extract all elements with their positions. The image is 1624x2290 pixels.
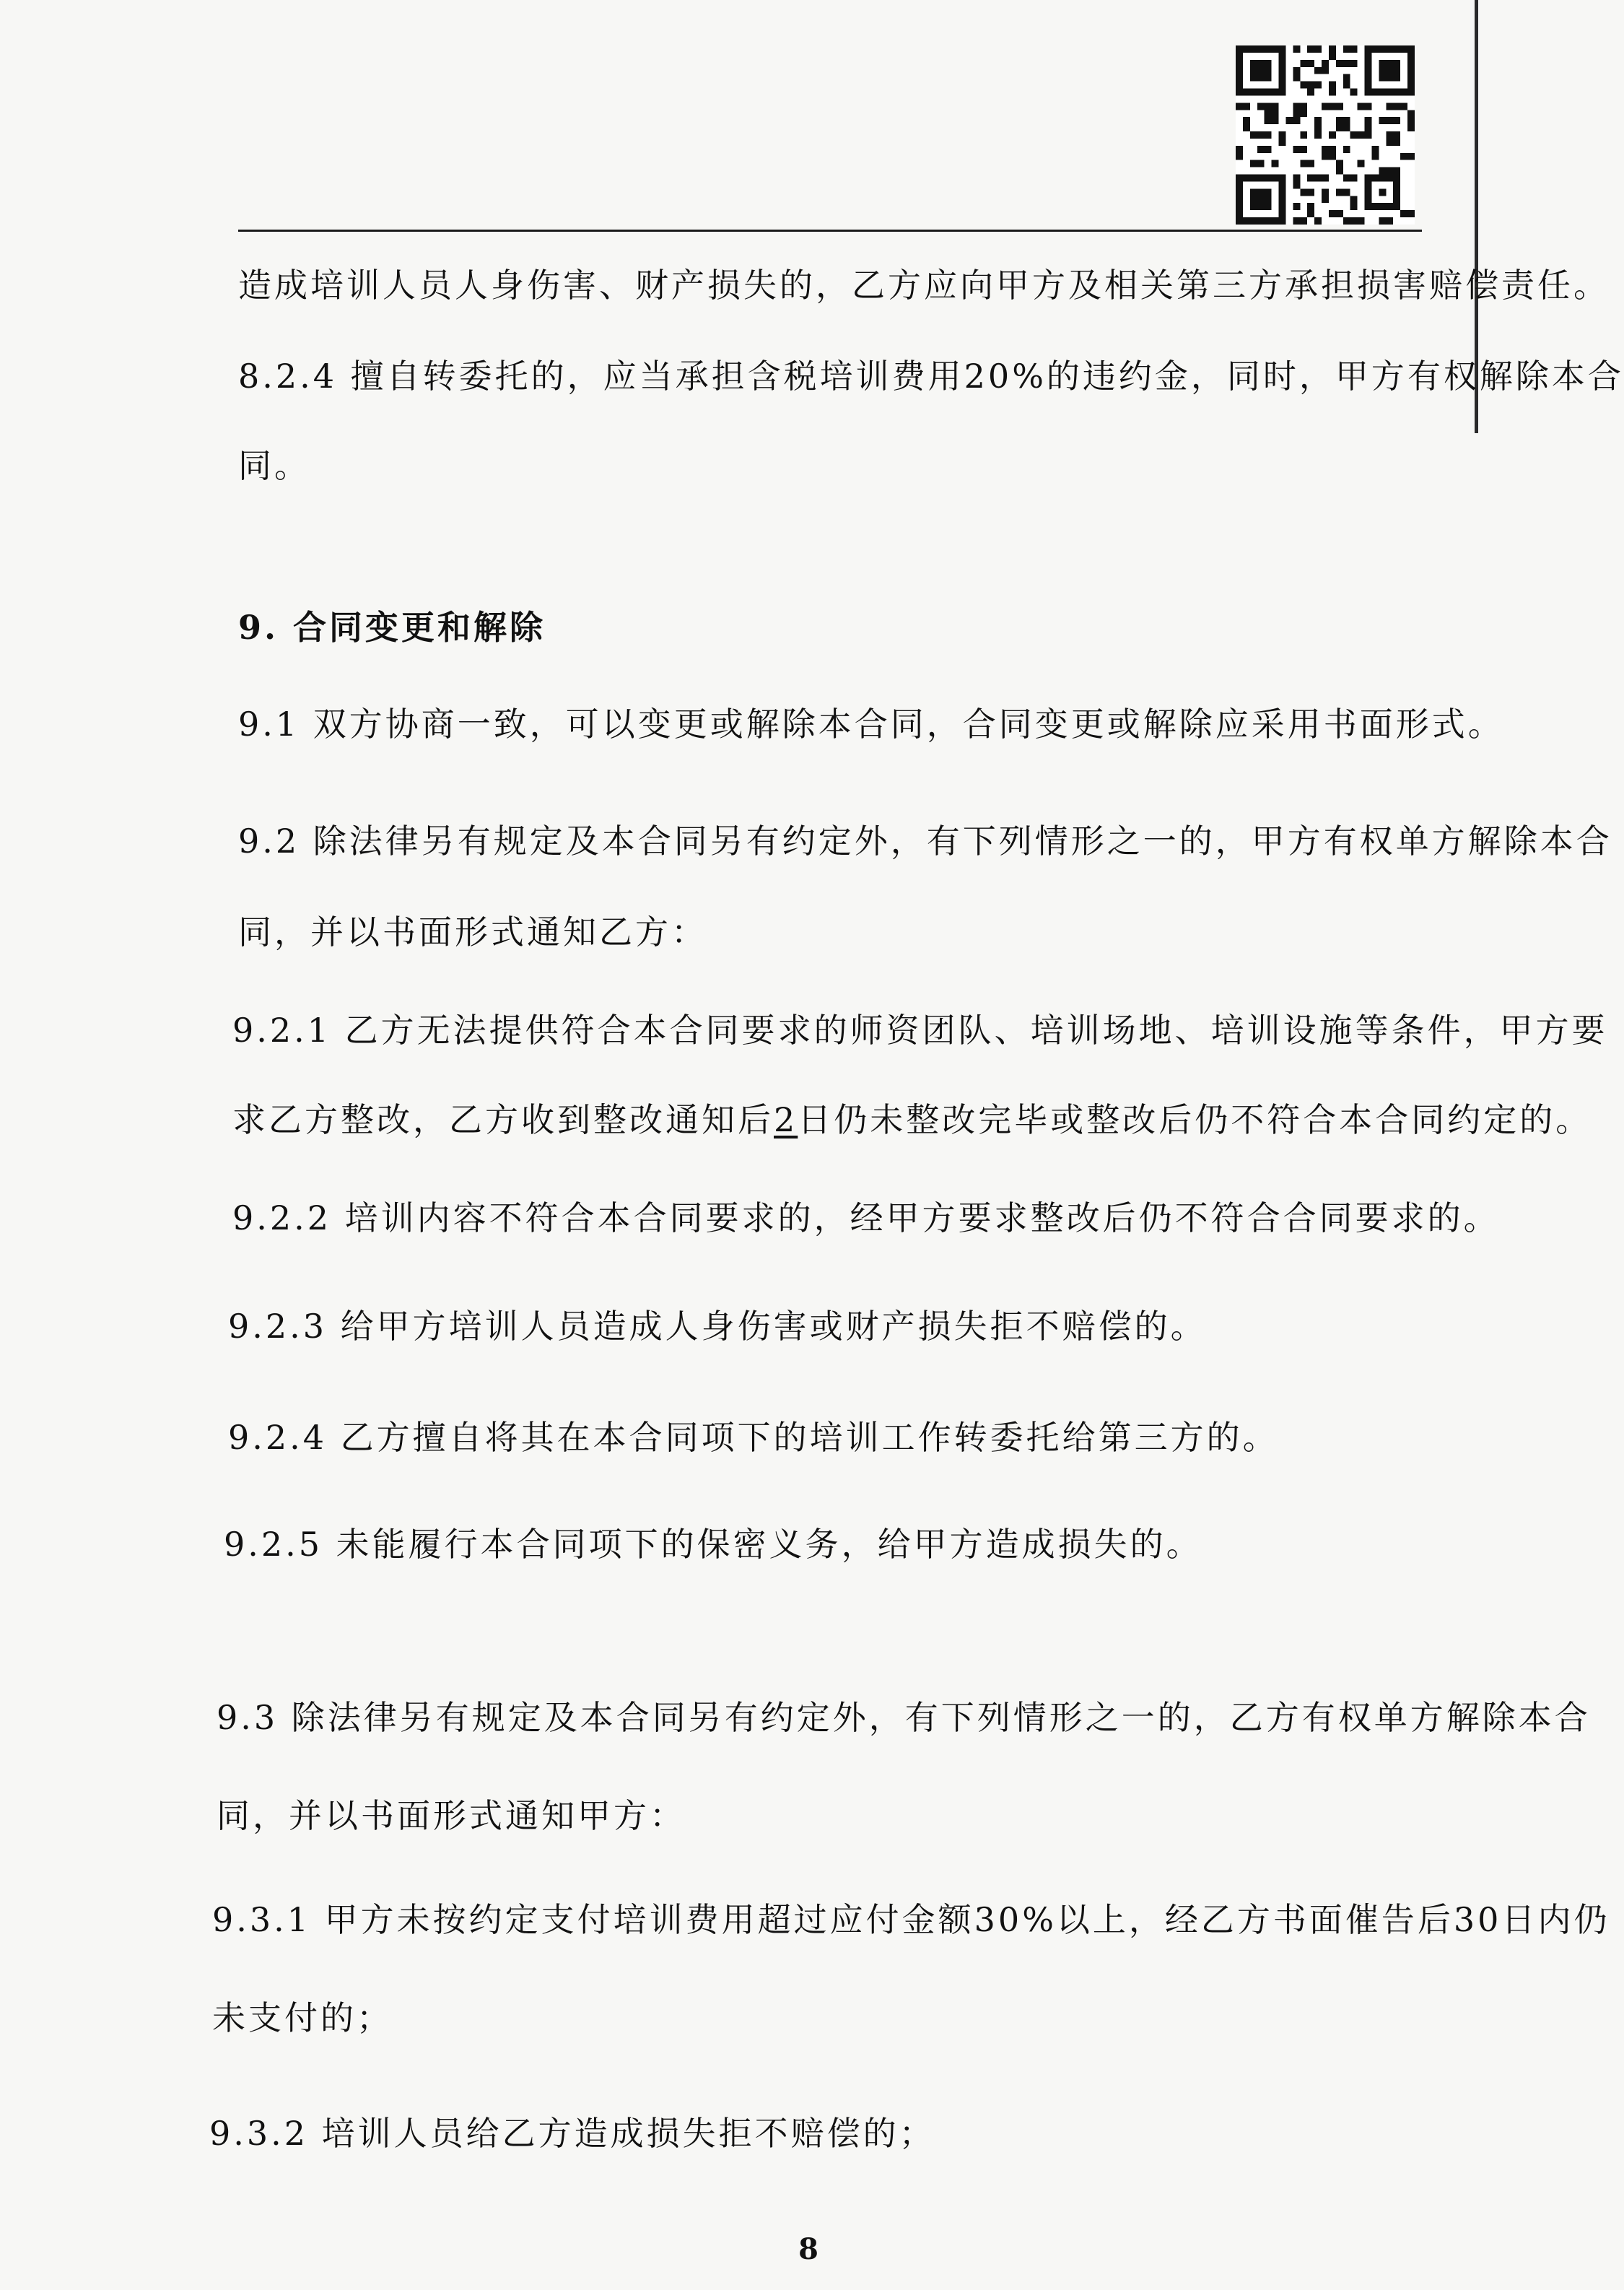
- clause-text-line: [232, 1100, 1592, 1139]
- clause-9-3-1: 9.3.1 甲方未按约定支付培训费用超过应付金额30%以上，经乙方书面催告后30日内仍: [212, 1900, 1610, 1939]
- clause-9-2-5: 9.2.5 未能履行本合同项下的保密义务，给甲方造成损失的。: [224, 1525, 1202, 1564]
- underlined-days-number: 2: [774, 1100, 798, 1139]
- clause-8-2-4: 8.2.4 擅自转委托的，应当承担含税培训费用20%的违约金，同时，甲方有权解除本合: [238, 357, 1624, 396]
- qr-code: [1236, 43, 1415, 227]
- clause-9-3: 9.3 除法律另有规定及本合同另有约定外，有下列情形之一的，乙方有权单方解除本合: [217, 1698, 1591, 1737]
- clause-text-segment: 日仍未整改完毕或整改后仍不符合本合同约定的。: [798, 1100, 1592, 1139]
- clause-9-2-1: 9.2.1 乙方无法提供符合本合同要求的师资团队、培训场地、培训设施等条件，甲方要: [232, 1011, 1608, 1050]
- clause-9-2-2: 9.2.2 培训内容不符合本合同要求的，经甲方要求整改后仍不符合合同要求的。: [232, 1198, 1500, 1237]
- section-heading-9: 9. 合同变更和解除: [238, 608, 546, 647]
- clause-text-segment: 求乙方整改，乙方收到整改通知后: [232, 1100, 774, 1139]
- page-number: 8: [798, 2232, 818, 2266]
- clause-9-2-4: 9.2.4 乙方擅自将其在本合同项下的培训工作转委托给第三方的。: [228, 1418, 1279, 1457]
- clause-9-1: 9.1 双方协商一致，可以变更或解除本合同，合同变更或解除应采用书面形式。: [238, 705, 1504, 744]
- clause-9-2-3: 9.2.3 给甲方培训人员造成人身伤害或财产损失拒不赔偿的。: [228, 1307, 1207, 1346]
- clause-9-3-2: 9.3.2 培训人员给乙方造成损失拒不赔偿的；: [209, 2114, 935, 2153]
- clause-text-line: 同。: [238, 446, 310, 485]
- clause-text-line: 同，并以书面形式通知甲方：: [217, 1796, 686, 1835]
- header-rule: [238, 230, 1422, 232]
- clause-9-2: 9.2 除法律另有规定及本合同另有约定外，有下列情形之一的，甲方有权单方解除本合: [238, 822, 1612, 861]
- clause-text-line: 未支付的；: [212, 1998, 393, 2037]
- clause-text-line: 同，并以书面形式通知乙方：: [238, 913, 707, 952]
- clause-text-line: 造成培训人员人身伤害、财产损失的，乙方应向甲方及相关第三方承担损害赔偿责任。: [238, 266, 1610, 305]
